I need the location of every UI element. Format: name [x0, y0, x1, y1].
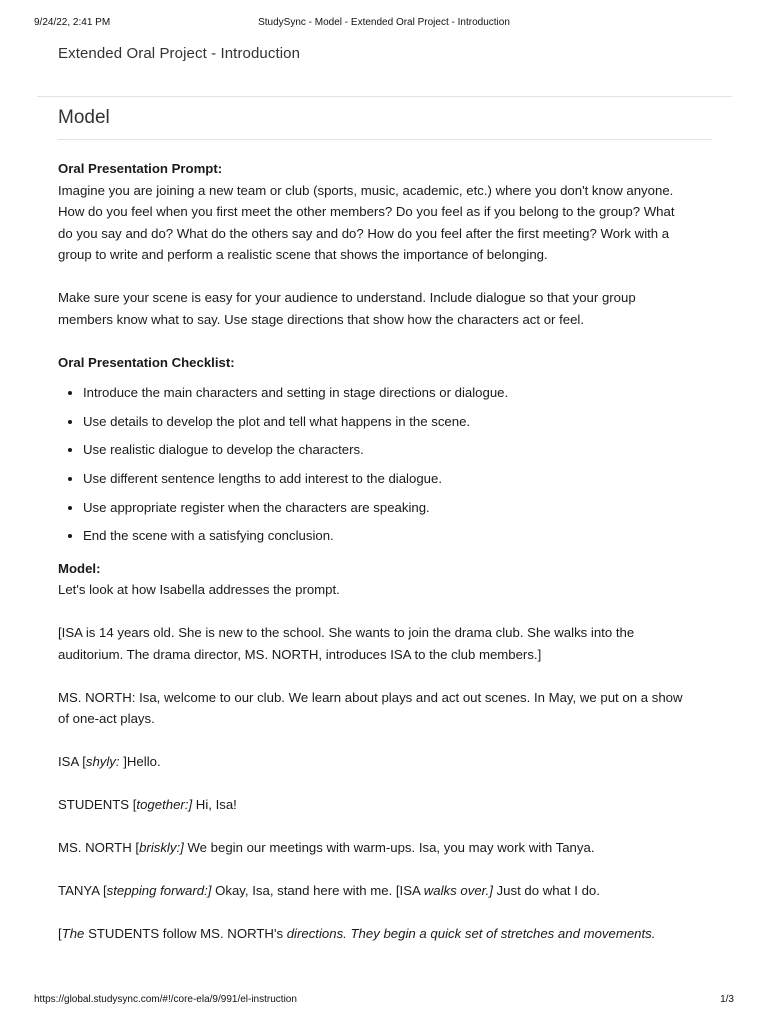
section-heading: Model [58, 107, 110, 128]
model-label: Model: [58, 560, 101, 576]
stage-direction: The [61, 926, 85, 942]
checklist-label: Oral Presentation Checklist: [58, 354, 235, 370]
checklist-item: • Introduce the main characters and setting in stage directions or dialogue. [83, 382, 690, 404]
stage-direction: briskly:] [139, 840, 184, 856]
print-footer [34, 994, 734, 1008]
stage-direction: stepping forward:] [106, 883, 212, 899]
speaker: STUDENTS [ [58, 797, 137, 813]
dialogue-isa [58, 751, 690, 773]
bracket: [ [58, 926, 62, 942]
model-intro: Let's look at how Isabella addresses the prompt. [58, 582, 340, 598]
prompt-paragraph-1: Imagine you are joining a new team or club (sports, music, academic, etc.) where you don't know anyone. How do you feel when you first meet the other members? Do you feel as if you belong to the group? What do you say and do? What do the others say and do? How do you feel after the first meeting? Work with a group to write and perform a realistic scene that shows the importance of belonging. [58, 182, 675, 262]
dialogue-students [58, 794, 690, 816]
scene-setting: [ISA is 14 years old. She is new to the school. She wants to join the drama club. She walks into the auditorium. The drama director, MS. NORTH, introduces ISA to the club members.] [58, 625, 635, 662]
stage-direction-final [58, 923, 690, 945]
speaker: TANYA [ [58, 883, 107, 899]
dialogue-tanya [58, 880, 690, 902]
prompt-label: Oral Presentation Prompt: [58, 161, 223, 176]
print-url: https://global.studysync.com/#!/core-ela/9/991/el-instruction [34, 994, 297, 1005]
dialogue-north-1: MS. NORTH: Isa, welcome to our club. We learn about plays and act out scenes. In May, we put on a show of one-act plays. [58, 689, 683, 727]
dialogue-north-2 [58, 837, 690, 859]
print-header [34, 17, 734, 31]
stage-direction: walks over.] [423, 883, 493, 899]
checklist-item: • Use realistic dialogue to develop the characters. [83, 439, 690, 461]
prompt-paragraph-2: Make sure your scene is easy for your audience to understand. Include dialogue so that your group members know what to say. Use stage directions that show how the characters act or feel. [58, 290, 636, 327]
stage-direction: shyly: [85, 754, 120, 770]
checklist [58, 382, 690, 547]
line-text: ]Hello. [119, 754, 161, 770]
print-document-title: StudySync - Model - Extended Oral Project - Introduction [258, 17, 510, 28]
stage-direction: together:] [136, 797, 193, 813]
checklist-item: • Use different sentence lengths to add interest to the dialogue. [83, 468, 690, 490]
speaker: MS. NORTH [ [58, 840, 140, 856]
lesson-content [58, 158, 690, 945]
section-divider [58, 139, 712, 140]
checklist-item: • End the scene with a satisfying conclusion. [83, 525, 690, 547]
checklist-item: • Use details to develop the plot and tell what happens in the scene. [83, 411, 690, 433]
line-text: STUDENTS follow MS. NORTH's [84, 926, 287, 942]
line-text: We begin our meetings with warm-ups. Isa, you may work with Tanya. [183, 840, 595, 856]
line-text: Okay, Isa, stand here with me. [ISA [211, 883, 424, 899]
page-title: Extended Oral Project - Introduction [58, 45, 301, 62]
line-text: Just do what I do. [492, 883, 600, 899]
stage-direction: directions. They begin a quick set of stretches and movements. [286, 926, 656, 942]
header-divider [37, 96, 732, 97]
checklist-item: • Use appropriate register when the characters are speaking. [83, 497, 690, 519]
print-page-number: 1/3 [720, 994, 734, 1005]
speaker: ISA [ [58, 754, 86, 770]
print-datetime: 9/24/22, 2:41 PM [34, 17, 111, 28]
line-text: Hi, Isa! [192, 797, 237, 813]
